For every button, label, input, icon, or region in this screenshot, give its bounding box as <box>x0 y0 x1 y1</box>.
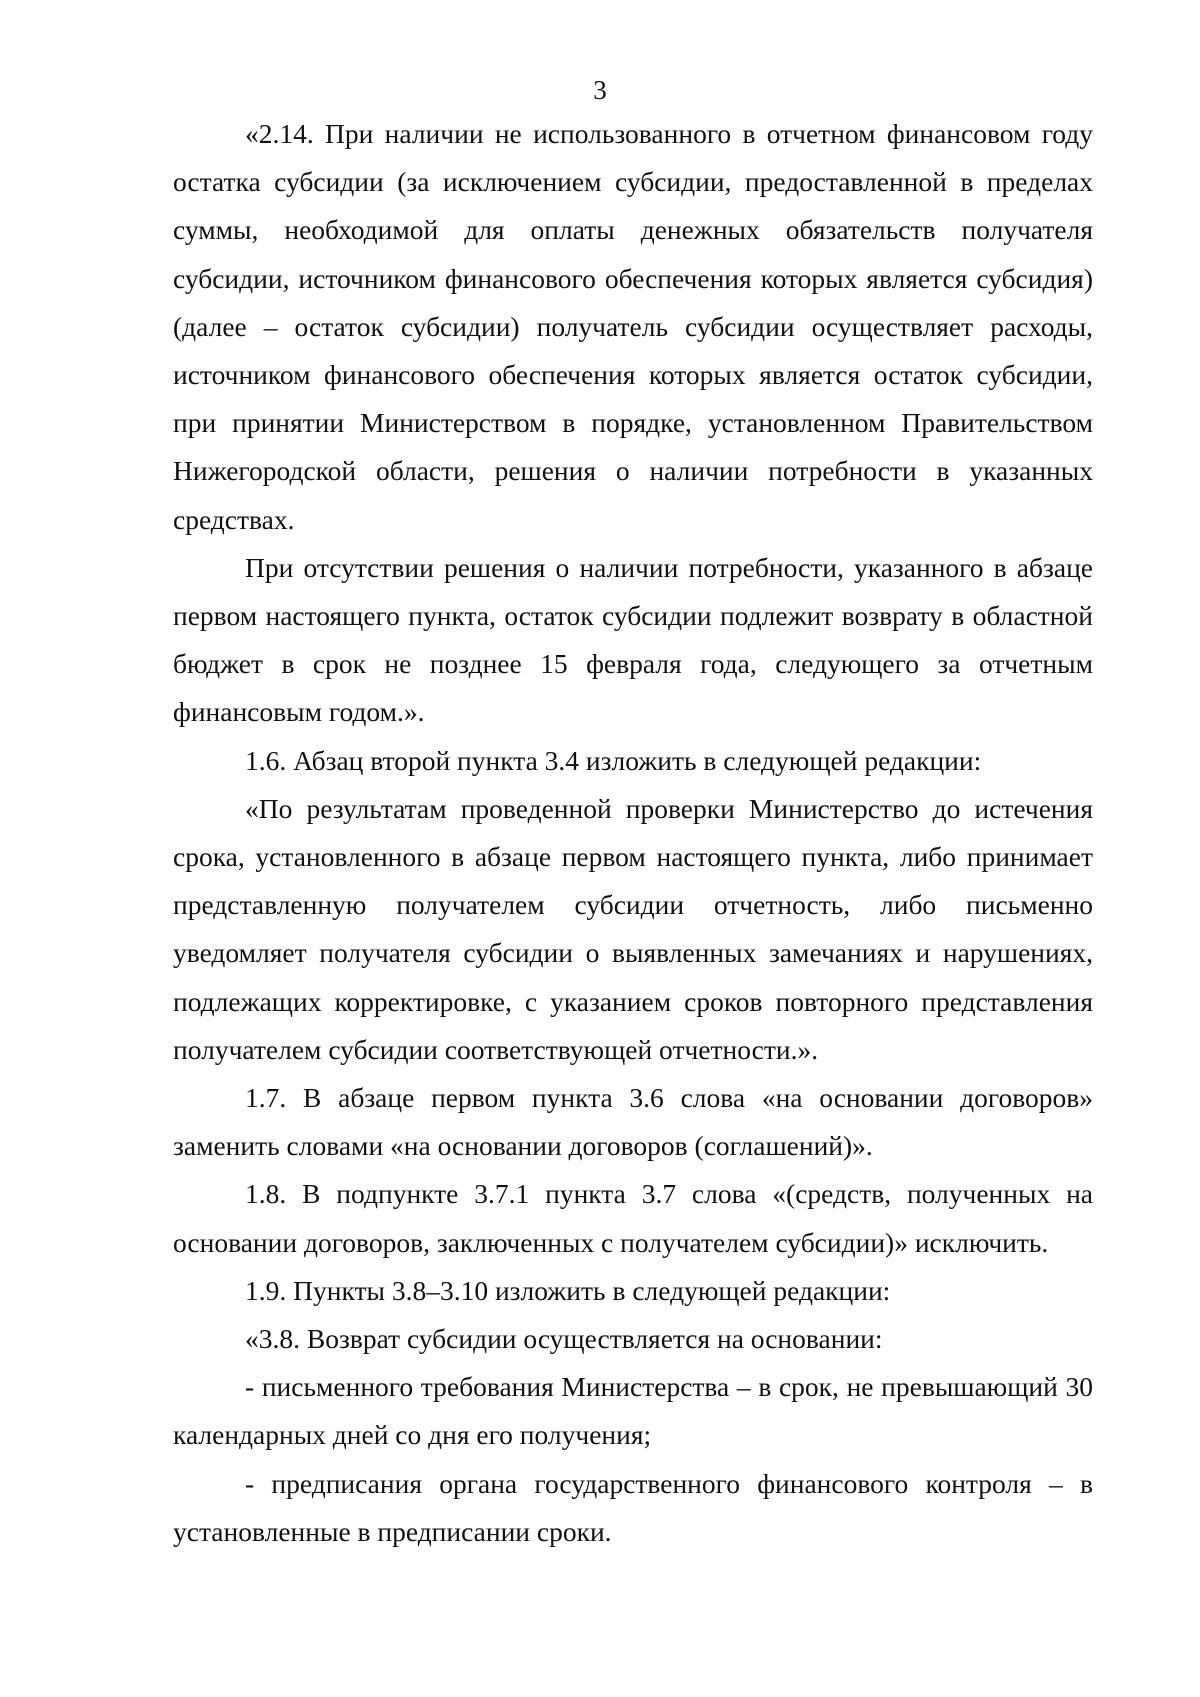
paragraph-no-decision: При отсутствии решения о наличии потребности, указанного в абзаце первом настоящего пункта, остаток субсидии подлежит возврату в областной бюджет в срок не позднее 15 февраля года, следующего за отчетным финансовым годом.». <box>173 551 1093 728</box>
paragraph-2-14: «2.14. При наличии не использованного в отчетном финансовом году остатка субсидии (за исключением субсидии, предоставленной в пределах суммы, необходимой для оплаты денежных обязательств получателя субсидии, источником финансового обеспечения которых является субсидия) (далее – остаток субсидии) получатель субсидии осуществляет расходы, источником финансового обеспечения которых является остаток субсидии, при принятии Министерством в порядке, установленном Правительством Нижегородской области, решения о наличии потребности в указанных средствах. <box>173 118 1093 535</box>
paragraph-1-6: 1.6. Абзац второй пункта 3.4 изложить в следующей редакции: <box>245 744 982 776</box>
document-body <box>173 110 1093 1556</box>
list-item-ministry-demand: - письменного требования Министерства – в срок, не превышающий 30 календарных дней со дня его получения; <box>173 1371 1093 1451</box>
page-number: 3 <box>593 75 607 105</box>
list-item-control-order: - предписания органа государственного финансового контроля – в установленные в предписании сроки. <box>173 1467 1093 1547</box>
paragraph-verification-results: «По результатам проведенной проверки Министерство до истечения срока, установленного в абзаце первом настоящего пункта, либо принимает представленную получателем субсидии отчетность, либо письменно уведомляет получателя субсидии о выявленных замечаниях и нарушениях, подлежащих корректировке, с указанием сроков повторного представления получателем субсидии соответствующей отчетности.». <box>173 792 1093 1065</box>
paragraph-3-8: «3.8. Возврат субсидии осуществляется на основании: <box>245 1323 883 1355</box>
paragraph-1-7: 1.7. В абзаце первом пункта 3.6 слова «на основании договоров» заменить словами «на основании договоров (соглашений)». <box>173 1082 1093 1162</box>
paragraph-1-8: 1.8. В подпункте 3.7.1 пункта 3.7 слова «(средств, полученных на основании договоров, заключенных с получателем субсидии)» исключить. <box>173 1178 1093 1258</box>
paragraph-1-9: 1.9. Пункты 3.8–3.10 изложить в следующей редакции: <box>245 1274 891 1306</box>
